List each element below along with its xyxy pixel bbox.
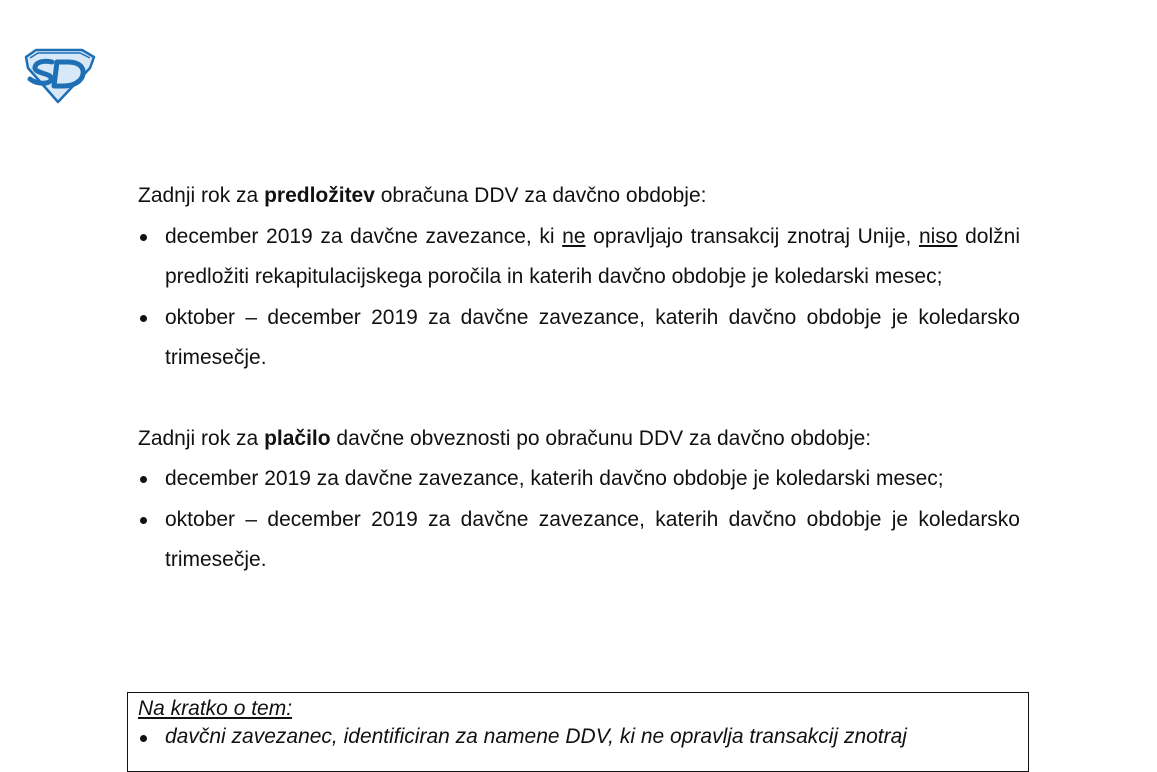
payment-deadline-list [138, 459, 1020, 581]
summary-list [138, 723, 1018, 751]
list-item: oktober – december 2019 za davčne zavezance, katerih davčno obdobje je koledarsko trimesečje. [138, 298, 1020, 379]
payment-deadline-heading: Zadnji rok za plačilo davčne obveznosti po obračunu DDV za davčno obdobje: [138, 426, 872, 450]
emphasis-predlozitev: predložitev [264, 184, 375, 207]
submission-deadline-list [138, 217, 1020, 379]
document-body [138, 176, 1020, 581]
underlined-ne: ne [562, 224, 586, 248]
emphasis-placilo: plačilo [264, 426, 331, 450]
list-item: oktober – december 2019 za davčne zavezance, katerih davčno obdobje je koledarsko trimesečje. [138, 500, 1020, 581]
submission-deadline-heading: Zadnji rok za predložitev obračuna DDV za davčno obdobje: [138, 184, 707, 207]
spacer [138, 379, 1020, 419]
list-item: december 2019 za davčne zavezance, ki ne opravljajo transakcij znotraj Unije, niso dolžni predložiti rekapitulacijskega poročila in katerih davčno obdobje je koledarski mesec; [138, 217, 1020, 298]
underlined-niso: niso [918, 224, 958, 248]
list-item: davčni zavezanec, identificiran za namene DDV, ki ne opravlja transakcij znotraj [138, 723, 1018, 751]
list-item: december 2019 za davčne zavezance, katerih davčno obdobje je koledarski mesec; [138, 459, 1020, 500]
summary-box-title: Na kratko o tem: [138, 697, 293, 720]
company-logo [22, 48, 96, 104]
summary-box [127, 692, 1029, 772]
logo-text: SD [22, 48, 24, 49]
